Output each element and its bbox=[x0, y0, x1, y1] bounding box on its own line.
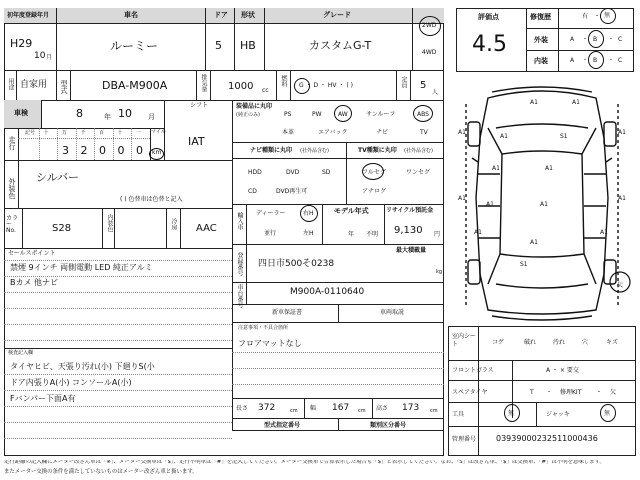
footer-line-2: またメーター交換の条件を満たしていないものはメーター改ざん車と扱います。 bbox=[4, 469, 198, 475]
damage-mark: S1 bbox=[520, 261, 528, 268]
tv-label: TV種類に丸印 bbox=[358, 147, 397, 154]
divider bbox=[18, 160, 19, 208]
rule bbox=[4, 260, 232, 261]
doors: 5 bbox=[215, 39, 222, 52]
divider bbox=[232, 100, 233, 430]
divider bbox=[372, 398, 373, 418]
navi-cd: CD bbox=[248, 188, 257, 195]
damage-mark: A1 bbox=[530, 99, 538, 106]
divider bbox=[56, 70, 57, 100]
damage-mark: A1 bbox=[618, 129, 626, 136]
ext-grade-dot: ・ bbox=[582, 36, 589, 43]
divider bbox=[396, 70, 397, 100]
repair-label: 修復歴 bbox=[530, 13, 551, 21]
divider bbox=[232, 282, 444, 283]
rule bbox=[4, 340, 232, 341]
length: 372 bbox=[258, 403, 276, 413]
int-grade-dot: ・ bbox=[582, 57, 589, 64]
use-label: 用途 bbox=[7, 78, 14, 90]
max-load-label: 最大積載量 bbox=[396, 247, 427, 254]
notes-label: 注意事項・不具合箇所 bbox=[238, 325, 289, 331]
recycle-label: リサイクル預託金 bbox=[386, 207, 434, 214]
navi-dvd: DVD bbox=[286, 169, 300, 176]
damage-mark: A1 bbox=[500, 133, 508, 140]
navi-dvd-play: DVD再生可 bbox=[276, 188, 308, 195]
model-year-label: モデル年式 bbox=[334, 207, 369, 215]
divider bbox=[536, 402, 537, 426]
body-label: 形状 bbox=[241, 11, 255, 19]
ext-grade-a: A bbox=[570, 36, 575, 43]
inspection-month: 10 bbox=[118, 107, 132, 120]
grade: カスタムG-T bbox=[309, 39, 372, 52]
divider bbox=[264, 8, 265, 70]
interior-label: 内装色 bbox=[106, 214, 113, 232]
divider bbox=[166, 208, 167, 248]
manage-label: 管理番号 bbox=[452, 436, 477, 443]
divider bbox=[113, 128, 114, 160]
inspection-year: 8 bbox=[76, 107, 83, 120]
inspector-line-2: ドア内張りA(小) コンソールA(小) bbox=[10, 378, 132, 387]
reg-year-label: 初年度登録年月 bbox=[7, 12, 50, 19]
plate-label: 登録番号 bbox=[236, 252, 243, 276]
divider bbox=[114, 208, 115, 248]
handle-right: 右H bbox=[303, 210, 314, 217]
equip-ps: PS bbox=[284, 111, 292, 118]
mileage-unit-label: 万 bbox=[62, 130, 68, 136]
divider bbox=[304, 398, 305, 418]
divider bbox=[338, 418, 339, 430]
year-unit: 年 bbox=[104, 113, 111, 121]
interior-seat-label: 室内シート bbox=[452, 333, 477, 348]
tv-oneseg: ワンセグ bbox=[406, 169, 431, 176]
divider bbox=[56, 8, 57, 70]
capacity: 5 bbox=[420, 80, 427, 91]
fuel-label: 燃料 bbox=[280, 75, 287, 87]
rule bbox=[4, 308, 232, 309]
seat-item: キズ bbox=[606, 339, 618, 346]
ext-grade-dot2: ・ bbox=[608, 36, 615, 43]
rule bbox=[232, 368, 444, 369]
kg-unit: kg bbox=[436, 269, 443, 275]
navi-label: ナビ種類に丸印 bbox=[250, 147, 293, 154]
int-grade-c: C bbox=[618, 57, 623, 64]
rule bbox=[4, 390, 232, 391]
displacement-label: 排気量 bbox=[200, 74, 207, 92]
width-label: 幅 bbox=[310, 405, 317, 412]
damage-mark: A1 bbox=[492, 165, 500, 172]
color-note: ( ) 色替車は色替と記入 bbox=[120, 196, 183, 203]
spare-missing: 欠 bbox=[610, 389, 617, 396]
divider bbox=[210, 70, 211, 100]
length-label: 長さ bbox=[236, 405, 249, 412]
divider bbox=[526, 28, 634, 29]
int-grade-a: A bbox=[570, 57, 575, 64]
repair-dot: ・ bbox=[594, 13, 601, 20]
score: 4.5 bbox=[472, 32, 507, 57]
mileage-unit-label: 記号 bbox=[25, 130, 36, 136]
sales-line-2: Bカメ 他ナビ bbox=[10, 278, 59, 287]
model-year-unit: 年 bbox=[348, 231, 355, 238]
divider bbox=[232, 142, 444, 143]
windshield-label: フロントガラス bbox=[452, 367, 494, 374]
spare-t: T bbox=[530, 389, 534, 396]
tv-fullseg: フルセグ bbox=[362, 169, 386, 176]
mileage-digit: 3 bbox=[62, 144, 69, 157]
divider bbox=[4, 128, 164, 129]
divider bbox=[180, 208, 181, 248]
divider bbox=[22, 208, 23, 248]
exterior-grade-label: 外装 bbox=[534, 36, 548, 44]
interior-grade-label: 内装 bbox=[534, 57, 548, 65]
height-label: 高さ bbox=[376, 405, 389, 412]
equip-navi: ナビ bbox=[376, 129, 389, 136]
yen-unit: 円 bbox=[434, 231, 441, 238]
capacity-unit: 人 bbox=[432, 89, 439, 96]
ext-grade-b: B bbox=[593, 36, 598, 43]
sales-line-1: 禁煙 9インチ 両側電動 LED 純正アルミ bbox=[10, 263, 153, 272]
rule bbox=[232, 384, 444, 385]
equip-aw: AW bbox=[338, 111, 348, 118]
month-unit-2: 月 bbox=[148, 113, 155, 121]
divider bbox=[290, 70, 291, 100]
navi-sub: (社外品含む) bbox=[300, 148, 329, 154]
shift: IAT bbox=[188, 135, 205, 148]
int-grade-dot2: ・ bbox=[608, 57, 615, 64]
exterior-color: シルバー bbox=[36, 171, 79, 184]
class-no-label: 類別区分番号 bbox=[370, 422, 407, 429]
body: HB bbox=[240, 39, 256, 52]
divider bbox=[246, 204, 247, 244]
divider bbox=[232, 204, 444, 205]
dealer-label: ディーラー bbox=[256, 210, 286, 217]
divider bbox=[4, 348, 232, 349]
mileage-unit-label: 十 bbox=[117, 130, 123, 136]
damage-mark: A1 bbox=[530, 239, 538, 246]
divider bbox=[558, 8, 559, 72]
equip-sub: (純正のみ) bbox=[236, 112, 260, 118]
divider bbox=[4, 100, 444, 101]
height: 173 bbox=[402, 403, 420, 413]
doors-label: ドア bbox=[214, 11, 228, 19]
grade-label: グレード bbox=[323, 11, 351, 19]
color-no-label: カラーNo. bbox=[6, 215, 19, 234]
mileage-digit: 0 bbox=[99, 144, 106, 157]
tools: 無 bbox=[508, 410, 515, 417]
cc-unit: cc bbox=[262, 87, 269, 94]
divider bbox=[131, 128, 132, 160]
divider bbox=[102, 208, 103, 248]
color-no: S28 bbox=[52, 223, 72, 234]
width: 167 bbox=[332, 403, 350, 413]
car-name-label: 車名 bbox=[124, 11, 138, 19]
rule bbox=[4, 292, 232, 293]
plate: 四日市500そ0238 bbox=[258, 259, 335, 269]
ext-grade-c: C bbox=[618, 36, 623, 43]
divider bbox=[246, 244, 247, 282]
divider bbox=[246, 282, 247, 304]
tv-sub: (社外品含む) bbox=[404, 148, 433, 154]
sales-label: セールスポイント bbox=[8, 250, 56, 257]
equip-tv: TV bbox=[420, 129, 428, 136]
mileage-unit-label: 一 bbox=[136, 130, 142, 136]
divider bbox=[205, 8, 206, 70]
capacity-label: 定員 bbox=[400, 76, 407, 88]
equip-abs: ABS bbox=[417, 111, 429, 118]
rule bbox=[4, 438, 232, 439]
divider bbox=[338, 304, 339, 322]
mileage-digit: 0 bbox=[117, 144, 125, 157]
handle-left: 左H bbox=[303, 230, 314, 237]
car-name: ルーミー bbox=[110, 39, 159, 53]
divider bbox=[410, 70, 411, 100]
jack-label: ジャッキ bbox=[546, 411, 570, 418]
cm-unit-3: cm bbox=[430, 408, 438, 414]
windshield-opts: A ・ × 要交 bbox=[546, 367, 579, 374]
exterior-label: 外装色 bbox=[8, 178, 16, 199]
divider bbox=[384, 204, 385, 244]
damage-mark: A1 bbox=[572, 99, 580, 106]
divider bbox=[76, 128, 77, 160]
divider bbox=[526, 8, 527, 72]
equip-sunroof: サンルーフ bbox=[366, 111, 396, 118]
damage-mark: A1 bbox=[458, 195, 466, 202]
month-unit: 月 bbox=[46, 54, 53, 61]
repair-none: 無 bbox=[604, 12, 611, 19]
inspection-label: 車検 bbox=[14, 109, 28, 117]
score-label: 評価点 bbox=[478, 13, 499, 21]
reg-year: H29 bbox=[10, 37, 33, 50]
divider bbox=[322, 204, 323, 244]
divider bbox=[18, 138, 150, 139]
divider bbox=[57, 128, 58, 160]
divider bbox=[196, 70, 197, 100]
manual-label: 車両取説 bbox=[380, 309, 405, 316]
equip-airbag: エアバック bbox=[318, 129, 348, 136]
divider bbox=[526, 50, 634, 51]
jack: 無 bbox=[604, 410, 611, 417]
damage-mark: A1 bbox=[486, 201, 494, 208]
repair-yes: 有 bbox=[582, 13, 589, 20]
seat-item: 穴 bbox=[582, 339, 589, 346]
seat-item: 汚れ bbox=[553, 339, 566, 346]
vin-label: 車台番号 bbox=[236, 284, 243, 308]
new-warranty: 新車保証書 bbox=[272, 309, 303, 316]
divider bbox=[276, 70, 277, 100]
divider bbox=[448, 360, 636, 361]
navi-sd: SD bbox=[322, 169, 331, 176]
rule bbox=[4, 422, 232, 423]
divider bbox=[448, 426, 636, 427]
damage-mark: A1 bbox=[600, 229, 608, 236]
damage-mark: A1 bbox=[458, 129, 466, 136]
mileage-unit-label: 百 bbox=[99, 130, 105, 136]
divider bbox=[234, 8, 235, 70]
displacement: 1000 bbox=[228, 81, 254, 92]
equip-leather: 本革 bbox=[282, 129, 295, 136]
rule bbox=[232, 352, 444, 353]
damage-mark: S1 bbox=[560, 133, 568, 140]
tv-analog: アナログ bbox=[362, 188, 387, 195]
footer-line-1: 走行距離の記入欄にメーター改ざん車は「※」、メーター交換車は「$」、走行不明車は「#」を記入してください。メーター交換車で合算表示した場合も「$」と表示してください。なお、「S」は改ざん車、「$」は交換車、「#」は不明を意味します。 bbox=[4, 460, 605, 465]
divider bbox=[94, 128, 95, 160]
seat-item: コゲ bbox=[492, 339, 505, 346]
rule bbox=[4, 406, 232, 407]
car-diagram bbox=[448, 78, 636, 322]
divider bbox=[232, 244, 444, 245]
divider bbox=[4, 208, 232, 209]
damage-mark: A1 bbox=[545, 165, 553, 172]
model: DBA-M900A bbox=[102, 79, 168, 92]
shift-label: シフト bbox=[190, 102, 209, 109]
divider bbox=[448, 380, 636, 381]
import-label: 輸入車 bbox=[236, 212, 243, 230]
navi-hdd: HDD bbox=[248, 169, 262, 176]
spare-label: スペアタイヤ bbox=[452, 389, 488, 396]
inspector-line-1: タイヤヒビ、天張り汚れ(小) 下廻りS(小 bbox=[10, 362, 155, 371]
equip-label: 装備品に丸印 bbox=[236, 103, 273, 110]
vin: M900A-0110640 bbox=[290, 287, 365, 297]
inspector-label: 検査記入欄 bbox=[8, 350, 34, 356]
cm-unit: cm bbox=[290, 408, 298, 414]
int-grade-b: B bbox=[593, 57, 598, 64]
mile-label: マイル bbox=[151, 129, 166, 135]
spare-kit: 修理KIT bbox=[560, 389, 582, 396]
damage-mark: A1 bbox=[618, 195, 626, 202]
divider bbox=[4, 248, 232, 249]
inspector-line-3: Fバンパー下面A有 bbox=[10, 394, 76, 403]
divider bbox=[232, 322, 444, 323]
fuel-options: G ・ D ・ HV ・ ( ) bbox=[299, 82, 353, 89]
divider bbox=[70, 70, 71, 100]
reg-month: 10 bbox=[34, 51, 46, 61]
rule bbox=[4, 276, 232, 277]
drive-4wd: 4WD bbox=[422, 49, 437, 56]
unknown-label: 不明 bbox=[366, 231, 379, 238]
divider bbox=[16, 70, 17, 100]
divider bbox=[232, 158, 444, 159]
divider bbox=[346, 142, 347, 204]
divider bbox=[232, 398, 444, 399]
tools-label: 工具 bbox=[452, 411, 465, 418]
damage-mark: 欠 bbox=[617, 282, 624, 289]
cm-unit-2: cm bbox=[358, 408, 366, 414]
mileage-digit: 2 bbox=[80, 144, 88, 157]
mileage-unit-label: 十 bbox=[43, 130, 49, 136]
seat-item: 破れ bbox=[524, 339, 537, 346]
spare-dot: ・ bbox=[546, 389, 553, 396]
use: 自家用 bbox=[20, 80, 48, 90]
mileage-unit-label: 千 bbox=[80, 130, 86, 136]
recycle: 9,130 bbox=[394, 225, 423, 236]
rule bbox=[4, 374, 232, 375]
ac: AAC bbox=[196, 223, 217, 234]
damage-mark: A1 bbox=[474, 229, 482, 236]
drive-2wd: 2WD bbox=[422, 22, 437, 29]
parallel-label: 並行 bbox=[264, 230, 277, 237]
divider bbox=[39, 128, 40, 160]
notes: フロアマットなし bbox=[238, 339, 302, 348]
divider bbox=[4, 160, 232, 161]
spare-dot2: ・ bbox=[596, 389, 603, 396]
model-label: 型式 bbox=[60, 80, 68, 94]
divider bbox=[232, 430, 444, 431]
divider bbox=[18, 128, 19, 160]
rule bbox=[4, 324, 232, 325]
type-no-label: 型式指定番号 bbox=[264, 422, 301, 429]
equip-pw: PW bbox=[312, 111, 322, 118]
manage-no: 03939000232511000436 bbox=[496, 434, 598, 443]
divider bbox=[412, 8, 413, 70]
mileage-digit: 0 bbox=[136, 144, 143, 157]
damage-mark: A1 bbox=[540, 201, 548, 208]
ac-label: 冷房 bbox=[170, 218, 177, 230]
mileage-label: 走行 bbox=[8, 136, 16, 150]
divider bbox=[448, 402, 636, 403]
km-label: km bbox=[152, 149, 162, 156]
